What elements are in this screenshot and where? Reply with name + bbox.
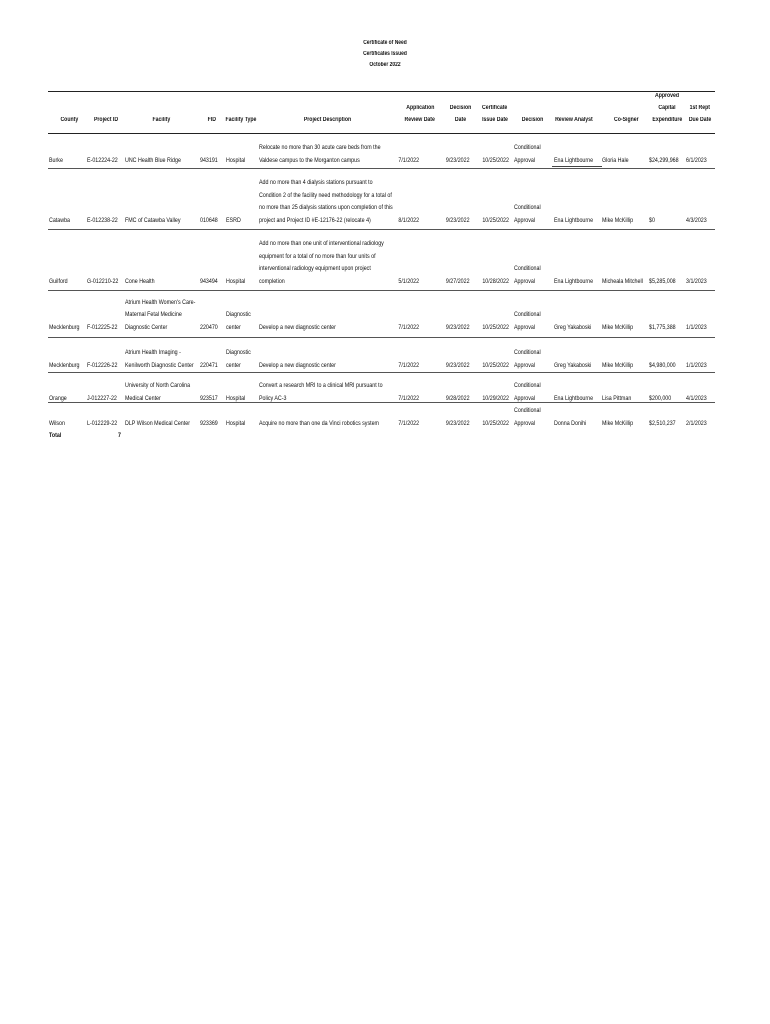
fid-cell: 923517 [200, 395, 218, 402]
decision-cell: Conditional [514, 311, 541, 319]
column-header-first-rept-due-date: Due Date [688, 117, 712, 123]
review-analyst-cell: Greg Yakaboski [554, 324, 592, 331]
column-header-project-description: Project Description [304, 117, 352, 123]
decision-cell: Approval [514, 324, 536, 331]
capital-expenditure-cell: $1,775,388 [649, 324, 676, 331]
decision-cell: Conditional [514, 382, 541, 390]
decision-cell: Conditional [514, 204, 541, 212]
decision-cell: Conditional [514, 407, 541, 415]
project-id-cell: E-012224-22 [87, 157, 118, 164]
facility-type-cell: Diagnostic [226, 349, 251, 357]
column-header-co-signer: Co-Signer [613, 117, 639, 123]
project-id-cell: G-012210-22 [87, 278, 119, 285]
county-cell: Wilson [49, 420, 65, 427]
column-header-facility-type: Facility Type [225, 117, 257, 123]
co-signer-cell: Gloria Hale [602, 157, 629, 164]
certificate-issue-date-cell: 10/28/2022 [482, 278, 509, 285]
application-review-date-cell: 7/1/2022 [398, 395, 419, 402]
facility-cell: Kenilworth Diagnostic Center [125, 362, 194, 369]
project-description-cell: Convert a research MRI to a clinical MRI pursuant to [259, 382, 383, 390]
county-cell: Mecklenburg [49, 324, 80, 331]
project-id-cell: F-012226-22 [87, 362, 118, 369]
row-divider [48, 91, 715, 92]
column-header-approved-capital-expenditure: Expenditure [652, 117, 682, 123]
decision-cell: Approval [514, 157, 536, 164]
facility-type-cell: Hospital [226, 278, 246, 285]
project-description-cell: Add no more than one unit of interventional radiology [259, 239, 384, 247]
report-period: October 2022 [369, 62, 401, 68]
co-signer-cell: Mike McKillip [602, 217, 634, 224]
fid-cell: 923369 [200, 420, 218, 427]
co-signer-cell: Mike McKillip [602, 420, 634, 427]
facility-cell: Diagnostic Center [125, 324, 168, 331]
first-report-due-date-cell: 1/1/2023 [686, 362, 707, 369]
capital-expenditure-cell: $5,285,008 [649, 278, 676, 285]
report-title: Certificate of Need [363, 40, 407, 46]
column-header-approved-capital-expenditure: Approved [654, 93, 680, 99]
column-header-decision: Decision [522, 117, 544, 123]
review-analyst-cell: Ena Lightbourne [554, 157, 594, 164]
co-signer-cell: Mike McKillip [602, 324, 634, 331]
decision-cell: Approval [514, 217, 536, 224]
column-header-application-review-date: Application [405, 105, 435, 111]
application-review-date-cell: 7/1/2022 [398, 324, 419, 331]
facility-type-cell: center [226, 324, 241, 331]
fid-cell: 943494 [200, 278, 218, 285]
first-report-due-date-cell: 1/1/2023 [686, 324, 707, 331]
decision-cell: Approval [514, 395, 536, 402]
certificate-issue-date-cell: 10/25/2022 [482, 362, 509, 369]
column-header-review-analyst: Review Analyst [555, 117, 593, 123]
first-report-due-date-cell: 6/1/2023 [686, 157, 707, 164]
facility-type-cell: Hospital [226, 157, 246, 164]
certificate-issue-date-cell: 10/25/2022 [482, 324, 509, 331]
facility-cell: University of North Carolina [125, 382, 191, 390]
project-description-cell: Develop a new diagnostic center [259, 362, 336, 369]
project-id-cell: J-012227-22 [87, 395, 117, 402]
column-header-certificate-issue-date: Certificate [482, 105, 508, 111]
decision-date-cell: 9/23/2022 [446, 362, 470, 369]
application-review-date-cell: 7/1/2022 [398, 362, 419, 369]
first-report-due-date-cell: 3/1/2023 [686, 278, 707, 285]
application-review-date-cell: 8/1/2022 [398, 217, 419, 224]
facility-cell: Maternal Fetal Medicine [125, 311, 182, 319]
certificate-issue-date-cell: 10/25/2022 [482, 157, 509, 164]
project-id-cell: L-012229-22 [87, 420, 118, 427]
decision-cell: Approval [514, 278, 536, 285]
row-divider [48, 337, 715, 338]
county-cell: Mecklenburg [49, 362, 80, 369]
application-review-date-cell: 7/1/2022 [398, 420, 419, 427]
decision-cell: Conditional [514, 144, 541, 152]
project-id-cell: E-012238-22 [87, 217, 118, 224]
project-description-cell: completion [259, 278, 285, 285]
facility-type-cell: center [226, 362, 241, 369]
decision-cell: Approval [514, 362, 536, 369]
project-description-cell: no more than 25 dialysis stations upon completion of this [259, 204, 393, 212]
facility-cell: DLP Wilson Medical Center [125, 420, 190, 427]
project-description-cell: project and Project ID #E-12176-22 (relocate 4) [259, 217, 371, 224]
fid-cell: 220471 [200, 362, 218, 369]
fid-cell: 220470 [200, 324, 218, 331]
decision-date-cell: 9/23/2022 [446, 420, 470, 427]
column-header-decision-date: Decision [450, 105, 472, 111]
decision-date-cell: 9/27/2022 [446, 278, 470, 285]
row-divider [48, 402, 715, 403]
co-signer-cell: Micheala Mitchell [602, 278, 643, 285]
column-header-facility: Facility [152, 117, 170, 123]
first-report-due-date-cell: 2/1/2023 [686, 420, 707, 427]
capital-expenditure-cell: $2,510,237 [649, 420, 676, 427]
column-header-county: County [60, 117, 78, 123]
decision-cell: Approval [514, 420, 536, 427]
fid-cell: 010648 [200, 217, 218, 224]
report-subtitle: Certificates Issued [363, 51, 407, 57]
project-description-cell: Valdese campus to the Morganton campus [259, 157, 360, 164]
facility-cell: Atrium Health Women's Care- [125, 298, 196, 306]
facility-cell: FMC of Catawba Valley [125, 217, 181, 224]
column-header-application-review-date: Review Date [404, 117, 436, 123]
county-cell: Burke [49, 157, 63, 164]
row-divider [48, 229, 715, 230]
total-count: 7 [118, 432, 121, 439]
review-analyst-cell: Greg Yakaboski [554, 362, 592, 369]
certificate-issue-date-cell: 10/25/2022 [482, 217, 509, 224]
project-description-cell: Add no more than 4 dialysis stations pursuant to [259, 178, 373, 186]
capital-expenditure-cell: $24,299,968 [649, 157, 679, 164]
review-analyst-cell: Ena Lightbourne [554, 278, 594, 285]
county-cell: Orange [49, 395, 67, 402]
row-divider [48, 290, 715, 291]
application-review-date-cell: 7/1/2022 [398, 157, 419, 164]
fid-cell: 943191 [200, 157, 218, 164]
facility-cell: UNC Health Blue Ridge [125, 157, 181, 164]
certificate-issue-date-cell: 10/25/2022 [482, 420, 509, 427]
capital-expenditure-cell: $0 [649, 217, 655, 224]
project-description-cell: Condition 2 of the facility need methodology for a total of [259, 191, 392, 199]
row-divider [48, 168, 715, 169]
column-header-fid: FID [207, 117, 217, 123]
project-description-cell: Develop a new diagnostic center [259, 324, 336, 331]
capital-expenditure-cell: $4,980,000 [649, 362, 676, 369]
row-divider [48, 372, 715, 373]
decision-date-cell: 9/23/2022 [446, 324, 470, 331]
analyst-underline [552, 166, 602, 167]
review-analyst-cell: Ena Lightbourne [554, 395, 594, 402]
review-analyst-cell: Ena Lightbourne [554, 217, 594, 224]
row-divider [48, 133, 715, 134]
column-header-first-rept-due-date: 1st Rept [689, 105, 711, 111]
total-label: Total [49, 432, 62, 439]
facility-type-cell: Diagnostic [226, 311, 251, 319]
facility-type-cell: ESRD [226, 217, 241, 224]
facility-cell: Medical Center [125, 395, 161, 402]
project-description-cell: interventional radiology equipment upon project [259, 265, 371, 273]
decision-date-cell: 9/23/2022 [446, 217, 470, 224]
facility-cell: Cone Health [125, 278, 155, 285]
application-review-date-cell: 5/1/2022 [398, 278, 419, 285]
certificate-issue-date-cell: 10/29/2022 [482, 395, 509, 402]
county-cell: Guilford [49, 278, 68, 285]
facility-type-cell: Hospital [226, 395, 246, 402]
first-report-due-date-cell: 4/3/2023 [686, 217, 707, 224]
project-description-cell: equipment for a total of no more than four units of [259, 252, 376, 260]
decision-cell: Conditional [514, 265, 541, 273]
decision-date-cell: 9/28/2022 [446, 395, 470, 402]
capital-expenditure-cell: $200,000 [649, 395, 672, 402]
project-description-cell: Acquire no more than one da Vinci robotics system [259, 420, 379, 427]
co-signer-cell: Lisa Pittman [602, 395, 632, 402]
decision-date-cell: 9/23/2022 [446, 157, 470, 164]
facility-cell: Atrium Health Imaging - [125, 349, 181, 357]
column-header-decision-date: Date [455, 117, 467, 123]
facility-type-cell: Hospital [226, 420, 246, 427]
column-header-certificate-issue-date: Issue Date [482, 117, 508, 123]
co-signer-cell: Mike McKillip [602, 362, 634, 369]
decision-cell: Conditional [514, 349, 541, 357]
county-cell: Catawba [49, 217, 71, 224]
project-description-cell: Relocate no more than 30 acute care beds from the [259, 144, 381, 152]
review-analyst-cell: Donna Donihi [554, 420, 587, 427]
column-header-project-id: Project ID [93, 117, 119, 123]
first-report-due-date-cell: 4/1/2023 [686, 395, 707, 402]
project-description-cell: Policy AC-3 [259, 395, 287, 402]
project-id-cell: F-012225-22 [87, 324, 118, 331]
column-header-approved-capital-expenditure: Capital [658, 105, 676, 111]
